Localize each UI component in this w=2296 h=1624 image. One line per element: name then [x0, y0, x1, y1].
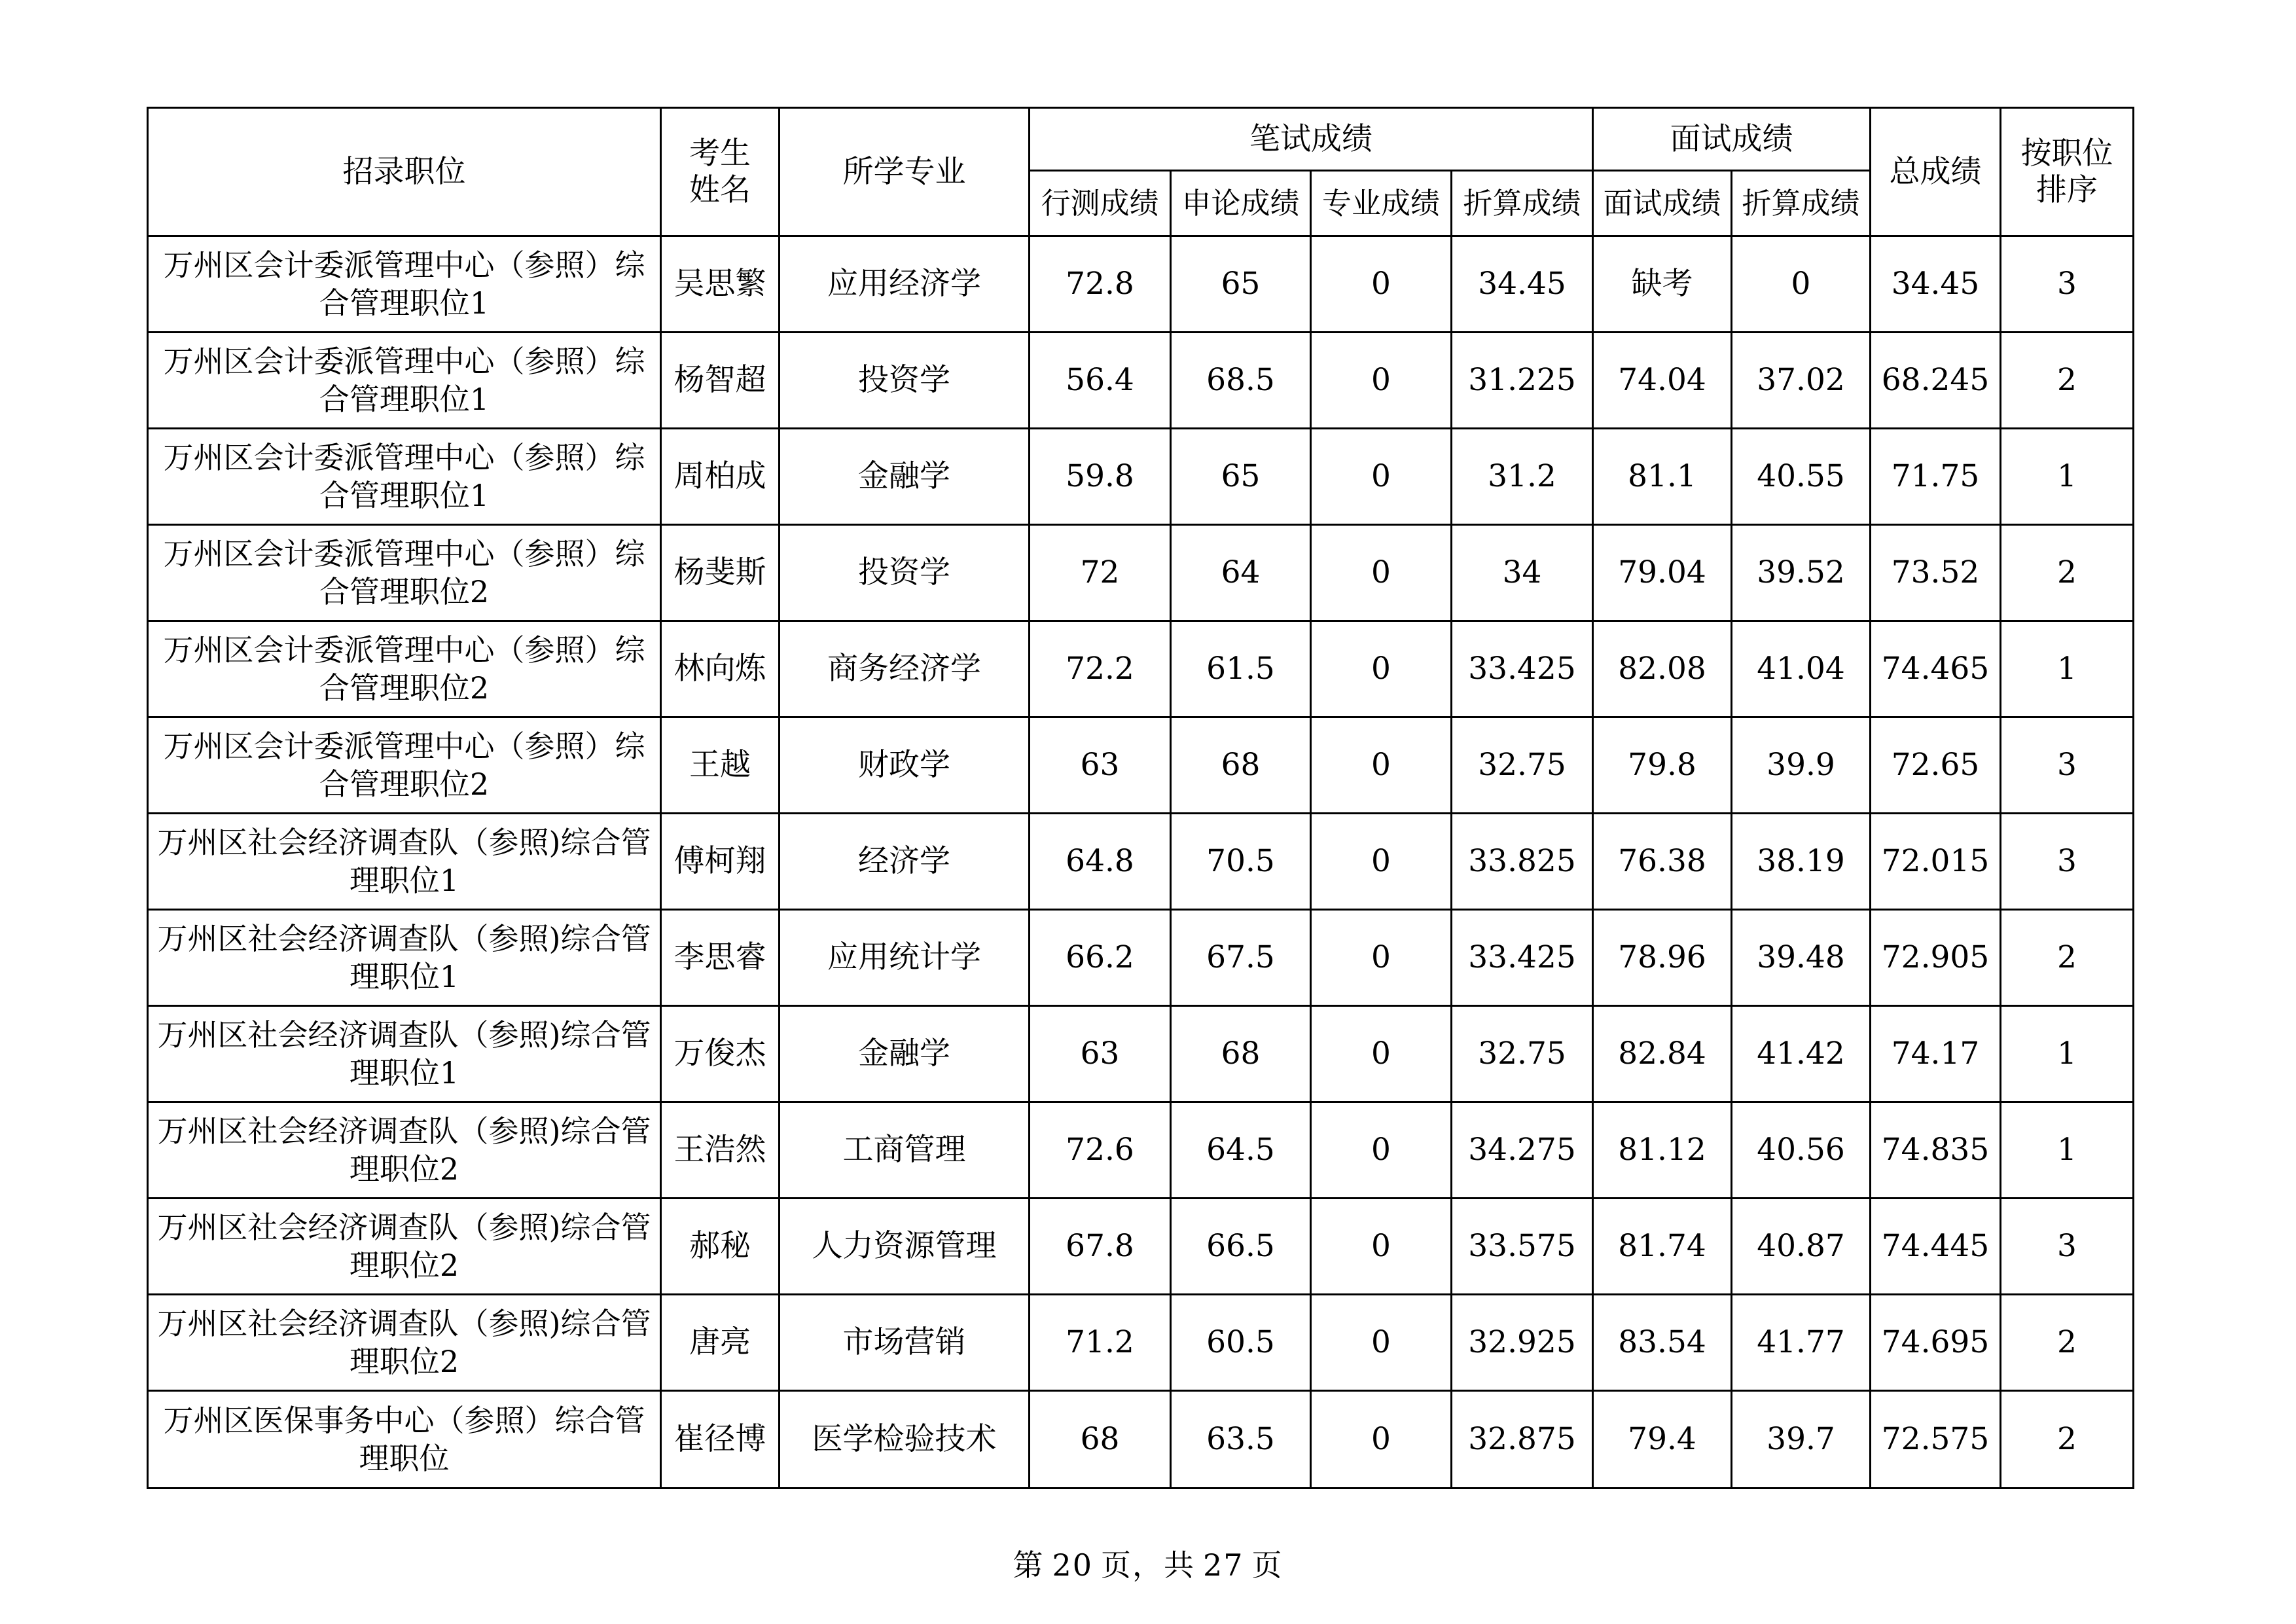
- table-row: [148, 910, 2134, 1006]
- xingce-cell: 66.2: [1030, 910, 1171, 1006]
- professional-cell: 0: [1311, 429, 1452, 525]
- total-cell: 72.575: [1871, 1391, 2001, 1489]
- shenlun-cell: 70.5: [1171, 814, 1311, 910]
- footer-suffix: 页: [1251, 1547, 1283, 1583]
- table-body: [148, 236, 2134, 1489]
- professional-cell: 0: [1311, 621, 1452, 717]
- total-cell: 34.45: [1871, 236, 2001, 333]
- table-row: [148, 1102, 2134, 1199]
- interview-converted-cell: 41.42: [1732, 1006, 1871, 1102]
- header-xingce: 行测成绩: [1030, 171, 1171, 236]
- position-cell: 万州区社会经济调查队（参照)综合管理职位1: [148, 814, 661, 910]
- interview-score-cell: 缺考: [1593, 236, 1732, 333]
- rank-cell: 3: [2001, 814, 2134, 910]
- major-cell: 商务经济学: [780, 621, 1030, 717]
- rank-cell: 2: [2001, 1295, 2134, 1391]
- interview-score-cell: 79.04: [1593, 525, 1732, 621]
- position-cell: 万州区会计委派管理中心（参照）综合管理职位2: [148, 717, 661, 814]
- written-converted-cell: 34: [1452, 525, 1593, 621]
- xingce-cell: 64.8: [1030, 814, 1171, 910]
- name-cell: 万俊杰: [661, 1006, 780, 1102]
- xingce-cell: 72.2: [1030, 621, 1171, 717]
- table-row: [148, 1199, 2134, 1295]
- shenlun-cell: 60.5: [1171, 1295, 1311, 1391]
- table-row: [148, 525, 2134, 621]
- xingce-cell: 67.8: [1030, 1199, 1171, 1295]
- total-cell: 72.65: [1871, 717, 2001, 814]
- table-row: [148, 1295, 2134, 1391]
- professional-cell: 0: [1311, 717, 1452, 814]
- total-cell: 72.015: [1871, 814, 2001, 910]
- position-cell: 万州区会计委派管理中心（参照）综合管理职位1: [148, 429, 661, 525]
- interview-score-cell: 76.38: [1593, 814, 1732, 910]
- major-cell: 市场营销: [780, 1295, 1030, 1391]
- header-total: 总成绩: [1871, 108, 2001, 236]
- shenlun-cell: 66.5: [1171, 1199, 1311, 1295]
- name-cell: 郝秘: [661, 1199, 780, 1295]
- xingce-cell: 72: [1030, 525, 1171, 621]
- total-cell: 73.52: [1871, 525, 2001, 621]
- table-row: [148, 814, 2134, 910]
- rank-cell: 2: [2001, 1391, 2134, 1489]
- written-converted-cell: 32.75: [1452, 1006, 1593, 1102]
- name-cell: 王越: [661, 717, 780, 814]
- position-cell: 万州区会计委派管理中心（参照）综合管理职位2: [148, 525, 661, 621]
- interview-converted-cell: 40.55: [1732, 429, 1871, 525]
- header-written-group: 笔试成绩: [1030, 108, 1593, 171]
- interview-score-cell: 82.08: [1593, 621, 1732, 717]
- total-cell: 74.465: [1871, 621, 2001, 717]
- footer-prefix: 第: [1013, 1547, 1045, 1583]
- xingce-cell: 72.8: [1030, 236, 1171, 333]
- table-row: [148, 717, 2134, 814]
- name-cell: 杨斐斯: [661, 525, 780, 621]
- header-written-converted: 折算成绩: [1452, 171, 1593, 236]
- name-cell: 杨智超: [661, 333, 780, 429]
- xingce-cell: 59.8: [1030, 429, 1171, 525]
- table-row: [148, 333, 2134, 429]
- professional-cell: 0: [1311, 236, 1452, 333]
- interview-score-cell: 78.96: [1593, 910, 1732, 1006]
- total-cell: 74.445: [1871, 1199, 2001, 1295]
- total-cell: 71.75: [1871, 429, 2001, 525]
- professional-cell: 0: [1311, 1006, 1452, 1102]
- rank-cell: 1: [2001, 621, 2134, 717]
- interview-converted-cell: 39.7: [1732, 1391, 1871, 1489]
- xingce-cell: 71.2: [1030, 1295, 1171, 1391]
- total-cell: 74.835: [1871, 1102, 2001, 1199]
- shenlun-cell: 67.5: [1171, 910, 1311, 1006]
- table-row: [148, 429, 2134, 525]
- interview-score-cell: 79.8: [1593, 717, 1732, 814]
- xingce-cell: 63: [1030, 1006, 1171, 1102]
- footer-middle: 页，共: [1101, 1547, 1195, 1583]
- written-converted-cell: 34.275: [1452, 1102, 1593, 1199]
- header-rank: [2001, 108, 2134, 236]
- header-row-top: [148, 108, 2134, 171]
- shenlun-cell: 68: [1171, 1006, 1311, 1102]
- written-converted-cell: 34.45: [1452, 236, 1593, 333]
- shenlun-cell: 64.5: [1171, 1102, 1311, 1199]
- header-interview-converted: 折算成绩: [1732, 171, 1871, 236]
- interview-score-cell: 81.74: [1593, 1199, 1732, 1295]
- interview-converted-cell: 39.52: [1732, 525, 1871, 621]
- interview-converted-cell: 41.04: [1732, 621, 1871, 717]
- interview-converted-cell: 0: [1732, 236, 1871, 333]
- position-cell: 万州区会计委派管理中心（参照）综合管理职位1: [148, 333, 661, 429]
- professional-cell: 0: [1311, 1295, 1452, 1391]
- shenlun-cell: 63.5: [1171, 1391, 1311, 1489]
- rank-cell: 1: [2001, 429, 2134, 525]
- interview-converted-cell: 41.77: [1732, 1295, 1871, 1391]
- page-footer: [0, 1542, 2296, 1585]
- header-name-text: 考生姓名: [689, 135, 751, 208]
- interview-score-cell: 74.04: [1593, 333, 1732, 429]
- shenlun-cell: 68: [1171, 717, 1311, 814]
- major-cell: 医学检验技术: [780, 1391, 1030, 1489]
- name-cell: 周柏成: [661, 429, 780, 525]
- interview-converted-cell: 37.02: [1732, 333, 1871, 429]
- table-row: [148, 1391, 2134, 1489]
- header-position: 招录职位: [148, 108, 661, 236]
- interview-converted-cell: 40.87: [1732, 1199, 1871, 1295]
- position-cell: 万州区会计委派管理中心（参照）综合管理职位2: [148, 621, 661, 717]
- major-cell: 投资学: [780, 333, 1030, 429]
- table-row: [148, 1006, 2134, 1102]
- name-cell: 王浩然: [661, 1102, 780, 1199]
- position-cell: 万州区会计委派管理中心（参照）综合管理职位1: [148, 236, 661, 333]
- xingce-cell: 72.6: [1030, 1102, 1171, 1199]
- shenlun-cell: 65: [1171, 429, 1311, 525]
- rank-cell: 3: [2001, 236, 2134, 333]
- header-shenlun: 申论成绩: [1171, 171, 1311, 236]
- xingce-cell: 63: [1030, 717, 1171, 814]
- total-cell: 74.17: [1871, 1006, 2001, 1102]
- name-cell: 崔径博: [661, 1391, 780, 1489]
- name-cell: 李思睿: [661, 910, 780, 1006]
- rank-cell: 2: [2001, 910, 2134, 1006]
- professional-cell: 0: [1311, 814, 1452, 910]
- major-cell: 投资学: [780, 525, 1030, 621]
- professional-cell: 0: [1311, 1199, 1452, 1295]
- header-professional: 专业成绩: [1311, 171, 1452, 236]
- score-table: [147, 107, 2134, 1489]
- name-cell: 傅柯翔: [661, 814, 780, 910]
- total-cell: 72.905: [1871, 910, 2001, 1006]
- position-cell: 万州区医保事务中心（参照）综合管理职位: [148, 1391, 661, 1489]
- interview-score-cell: 83.54: [1593, 1295, 1732, 1391]
- professional-cell: 0: [1311, 910, 1452, 1006]
- rank-cell: 3: [2001, 1199, 2134, 1295]
- name-cell: 林向炼: [661, 621, 780, 717]
- written-converted-cell: 32.875: [1452, 1391, 1593, 1489]
- professional-cell: 0: [1311, 1391, 1452, 1489]
- major-cell: 应用统计学: [780, 910, 1030, 1006]
- header-interview-group: 面试成绩: [1593, 108, 1871, 171]
- professional-cell: 0: [1311, 525, 1452, 621]
- interview-converted-cell: 39.9: [1732, 717, 1871, 814]
- total-cell: 68.245: [1871, 333, 2001, 429]
- major-cell: 金融学: [780, 429, 1030, 525]
- interview-converted-cell: 38.19: [1732, 814, 1871, 910]
- position-cell: 万州区社会经济调查队（参照)综合管理职位1: [148, 910, 661, 1006]
- professional-cell: 0: [1311, 333, 1452, 429]
- major-cell: 金融学: [780, 1006, 1030, 1102]
- written-converted-cell: 33.425: [1452, 621, 1593, 717]
- shenlun-cell: 65: [1171, 236, 1311, 333]
- position-cell: 万州区社会经济调查队（参照)综合管理职位2: [148, 1295, 661, 1391]
- written-converted-cell: 31.2: [1452, 429, 1593, 525]
- shenlun-cell: 68.5: [1171, 333, 1311, 429]
- rank-cell: 2: [2001, 525, 2134, 621]
- header-rank-text: 按职位排序: [2020, 135, 2113, 208]
- major-cell: 人力资源管理: [780, 1199, 1030, 1295]
- header-name: [661, 108, 780, 236]
- header-interview-score: 面试成绩: [1593, 171, 1732, 236]
- professional-cell: 0: [1311, 1102, 1452, 1199]
- written-converted-cell: 32.925: [1452, 1295, 1593, 1391]
- shenlun-cell: 61.5: [1171, 621, 1311, 717]
- written-converted-cell: 32.75: [1452, 717, 1593, 814]
- footer-current-page: 20: [1052, 1547, 1093, 1583]
- footer-total-pages: 27: [1203, 1547, 1244, 1583]
- interview-converted-cell: 40.56: [1732, 1102, 1871, 1199]
- major-cell: 财政学: [780, 717, 1030, 814]
- rank-cell: 1: [2001, 1102, 2134, 1199]
- shenlun-cell: 64: [1171, 525, 1311, 621]
- position-cell: 万州区社会经济调查队（参照)综合管理职位2: [148, 1102, 661, 1199]
- written-converted-cell: 33.575: [1452, 1199, 1593, 1295]
- written-converted-cell: 31.225: [1452, 333, 1593, 429]
- header-major: 所学专业: [780, 108, 1030, 236]
- rank-cell: 3: [2001, 717, 2134, 814]
- major-cell: 经济学: [780, 814, 1030, 910]
- rank-cell: 2: [2001, 333, 2134, 429]
- interview-score-cell: 81.12: [1593, 1102, 1732, 1199]
- xingce-cell: 68: [1030, 1391, 1171, 1489]
- name-cell: 唐亮: [661, 1295, 780, 1391]
- interview-score-cell: 79.4: [1593, 1391, 1732, 1489]
- name-cell: 吴思繁: [661, 236, 780, 333]
- major-cell: 应用经济学: [780, 236, 1030, 333]
- interview-score-cell: 81.1: [1593, 429, 1732, 525]
- xingce-cell: 56.4: [1030, 333, 1171, 429]
- total-cell: 74.695: [1871, 1295, 2001, 1391]
- major-cell: 工商管理: [780, 1102, 1030, 1199]
- position-cell: 万州区社会经济调查队（参照)综合管理职位2: [148, 1199, 661, 1295]
- written-converted-cell: 33.425: [1452, 910, 1593, 1006]
- table-row: [148, 236, 2134, 333]
- written-converted-cell: 33.825: [1452, 814, 1593, 910]
- rank-cell: 1: [2001, 1006, 2134, 1102]
- interview-score-cell: 82.84: [1593, 1006, 1732, 1102]
- interview-converted-cell: 39.48: [1732, 910, 1871, 1006]
- table-row: [148, 621, 2134, 717]
- position-cell: 万州区社会经济调查队（参照)综合管理职位1: [148, 1006, 661, 1102]
